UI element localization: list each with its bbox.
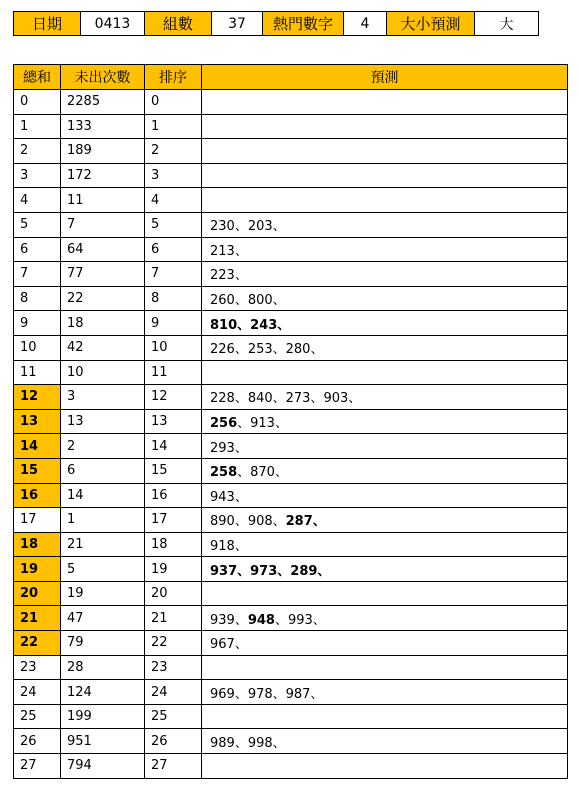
sum-cell: 23 — [14, 655, 61, 680]
prediction-segment: 、993、 — [274, 612, 326, 628]
summary-header-table — [13, 11, 539, 36]
prediction-cell — [202, 139, 568, 164]
table-row — [14, 409, 568, 434]
prediction-cell — [202, 335, 568, 360]
rank-cell: 4 — [145, 188, 202, 213]
prediction-cell — [202, 385, 568, 410]
sum-cell: 15 — [14, 458, 61, 483]
misses-cell: 13 — [61, 409, 145, 434]
table-row — [14, 262, 568, 287]
sum-cell: 16 — [14, 483, 61, 508]
sum-cell: 26 — [14, 729, 61, 754]
misses-cell: 951 — [61, 729, 145, 754]
table-row — [14, 581, 568, 606]
prediction-segment: 937、973、289、 — [210, 563, 331, 579]
misses-cell: 47 — [61, 606, 145, 631]
prediction-segment: 939、 — [210, 612, 248, 628]
rank-cell: 3 — [145, 163, 202, 188]
prediction-cell — [202, 729, 568, 754]
table-row — [14, 483, 568, 508]
prediction-segment: 256 — [210, 416, 238, 432]
misses-cell: 22 — [61, 286, 145, 311]
date-label: 日期 — [14, 12, 81, 36]
table-row — [14, 163, 568, 188]
rank-cell: 24 — [145, 680, 202, 705]
prediction-segment: 287、 — [285, 514, 326, 530]
table-body — [14, 90, 568, 779]
table-row — [14, 704, 568, 729]
misses-cell: 2285 — [61, 90, 145, 115]
prediction-segment: 918、 — [210, 538, 248, 554]
sum-cell: 24 — [14, 680, 61, 705]
sum-cell: 9 — [14, 311, 61, 336]
size-prediction-value: 大 — [475, 12, 539, 36]
prediction-cell — [202, 114, 568, 139]
table-row — [14, 606, 568, 631]
prediction-cell — [202, 680, 568, 705]
rank-cell: 20 — [145, 581, 202, 606]
prediction-segment: 967、 — [210, 637, 248, 653]
prediction-cell — [202, 409, 568, 434]
column-header-sum: 總和 — [14, 65, 61, 90]
summary-header-row — [14, 12, 539, 36]
groups-value: 37 — [212, 12, 263, 36]
table-row — [14, 360, 568, 385]
prediction-segment: 228、840、273、903、 — [210, 391, 362, 407]
misses-cell: 133 — [61, 114, 145, 139]
table-row — [14, 335, 568, 360]
misses-cell: 14 — [61, 483, 145, 508]
table-row — [14, 754, 568, 779]
sum-cell: 0 — [14, 90, 61, 115]
sum-cell: 5 — [14, 212, 61, 237]
prediction-segment: 890、908、 — [210, 514, 286, 530]
sum-cell: 22 — [14, 631, 61, 656]
sum-cell: 13 — [14, 409, 61, 434]
prediction-cell — [202, 188, 568, 213]
prediction-segment: 989、998、 — [210, 735, 286, 751]
prediction-cell — [202, 655, 568, 680]
prediction-segment: 223、 — [210, 268, 248, 284]
date-value: 0413 — [81, 12, 145, 36]
prediction-cell — [202, 458, 568, 483]
rank-cell: 27 — [145, 754, 202, 779]
rank-cell: 6 — [145, 237, 202, 262]
prediction-cell — [202, 237, 568, 262]
sum-cell: 18 — [14, 532, 61, 557]
sum-cell: 6 — [14, 237, 61, 262]
sum-cell: 14 — [14, 434, 61, 459]
misses-cell: 124 — [61, 680, 145, 705]
prediction-segment: 810、243、 — [210, 317, 291, 333]
sum-cell: 4 — [14, 188, 61, 213]
table-row — [14, 311, 568, 336]
table-row — [14, 631, 568, 656]
rank-cell: 26 — [145, 729, 202, 754]
table-row — [14, 680, 568, 705]
sum-cell: 11 — [14, 360, 61, 385]
misses-cell: 2 — [61, 434, 145, 459]
rank-cell: 0 — [145, 90, 202, 115]
misses-cell: 794 — [61, 754, 145, 779]
prediction-cell — [202, 606, 568, 631]
rank-cell: 23 — [145, 655, 202, 680]
table-row — [14, 139, 568, 164]
sum-cell: 19 — [14, 557, 61, 582]
sum-cell: 10 — [14, 335, 61, 360]
rank-cell: 7 — [145, 262, 202, 287]
column-header-rank: 排序 — [145, 65, 202, 90]
sum-cell: 7 — [14, 262, 61, 287]
column-header-prediction: 預測 — [202, 65, 568, 90]
misses-cell: 21 — [61, 532, 145, 557]
misses-cell: 5 — [61, 557, 145, 582]
table-row — [14, 532, 568, 557]
misses-cell: 6 — [61, 458, 145, 483]
size-prediction-label: 大小預測 — [387, 12, 475, 36]
table-row — [14, 557, 568, 582]
rank-cell: 17 — [145, 508, 202, 533]
misses-cell: 28 — [61, 655, 145, 680]
table-row — [14, 434, 568, 459]
prediction-cell — [202, 360, 568, 385]
prediction-segment: 、870、 — [237, 465, 288, 481]
misses-cell: 10 — [61, 360, 145, 385]
rank-cell: 15 — [145, 458, 202, 483]
rank-cell: 10 — [145, 335, 202, 360]
rank-cell: 5 — [145, 212, 202, 237]
rank-cell: 18 — [145, 532, 202, 557]
misses-cell: 79 — [61, 631, 145, 656]
sum-cell: 21 — [14, 606, 61, 631]
rank-cell: 11 — [145, 360, 202, 385]
sum-cell: 27 — [14, 754, 61, 779]
rank-cell: 12 — [145, 385, 202, 410]
prediction-cell — [202, 262, 568, 287]
misses-cell: 199 — [61, 704, 145, 729]
table-row — [14, 237, 568, 262]
sum-cell: 20 — [14, 581, 61, 606]
prediction-cell — [202, 212, 568, 237]
prediction-cell — [202, 754, 568, 779]
table-row — [14, 729, 568, 754]
sum-cell: 2 — [14, 139, 61, 164]
prediction-cell — [202, 311, 568, 336]
table-row — [14, 508, 568, 533]
table-row — [14, 212, 568, 237]
prediction-segment: 230、203、 — [210, 219, 286, 235]
prediction-segment: 226、253、280、 — [210, 342, 324, 358]
prediction-segment: 260、800、 — [210, 293, 286, 309]
column-header-misses: 未出次數 — [61, 65, 145, 90]
rank-cell: 25 — [145, 704, 202, 729]
misses-cell: 77 — [61, 262, 145, 287]
rank-cell: 9 — [145, 311, 202, 336]
groups-label: 組數 — [145, 12, 212, 36]
sum-cell: 12 — [14, 385, 61, 410]
prediction-cell — [202, 581, 568, 606]
sum-cell: 17 — [14, 508, 61, 533]
rank-cell: 1 — [145, 114, 202, 139]
table-row — [14, 458, 568, 483]
prediction-segment: 258 — [210, 465, 238, 481]
prediction-cell — [202, 557, 568, 582]
misses-cell: 18 — [61, 311, 145, 336]
rank-cell: 22 — [145, 631, 202, 656]
prediction-segment: 943、 — [210, 489, 248, 505]
rank-cell: 21 — [145, 606, 202, 631]
table-header-row — [14, 65, 568, 90]
sum-cell: 3 — [14, 163, 61, 188]
table-row — [14, 385, 568, 410]
rank-cell: 16 — [145, 483, 202, 508]
sum-cell: 1 — [14, 114, 61, 139]
prediction-segment: 948 — [247, 612, 275, 628]
rank-cell: 8 — [145, 286, 202, 311]
hot-number-value: 4 — [344, 12, 387, 36]
prediction-segment: 293、 — [210, 440, 248, 456]
rank-cell: 13 — [145, 409, 202, 434]
table-row — [14, 286, 568, 311]
misses-cell: 172 — [61, 163, 145, 188]
misses-cell: 19 — [61, 581, 145, 606]
sum-cell: 8 — [14, 286, 61, 311]
table-row — [14, 114, 568, 139]
misses-cell: 189 — [61, 139, 145, 164]
table-row — [14, 90, 568, 115]
hot-number-label: 熱門數字 — [263, 12, 344, 36]
misses-cell: 64 — [61, 237, 145, 262]
misses-cell: 1 — [61, 508, 145, 533]
prediction-cell — [202, 286, 568, 311]
sum-cell: 25 — [14, 704, 61, 729]
table-row — [14, 655, 568, 680]
misses-cell: 11 — [61, 188, 145, 213]
prediction-table — [13, 64, 568, 779]
misses-cell: 42 — [61, 335, 145, 360]
prediction-cell — [202, 704, 568, 729]
prediction-cell — [202, 434, 568, 459]
prediction-segment: 、913、 — [237, 416, 288, 432]
prediction-cell — [202, 532, 568, 557]
prediction-cell — [202, 508, 568, 533]
rank-cell: 2 — [145, 139, 202, 164]
prediction-cell — [202, 631, 568, 656]
prediction-cell — [202, 163, 568, 188]
misses-cell: 7 — [61, 212, 145, 237]
prediction-segment: 969、978、987、 — [210, 686, 324, 702]
prediction-cell — [202, 90, 568, 115]
table-row — [14, 188, 568, 213]
prediction-cell — [202, 483, 568, 508]
misses-cell: 3 — [61, 385, 145, 410]
rank-cell: 19 — [145, 557, 202, 582]
prediction-segment: 213、 — [210, 243, 248, 259]
rank-cell: 14 — [145, 434, 202, 459]
